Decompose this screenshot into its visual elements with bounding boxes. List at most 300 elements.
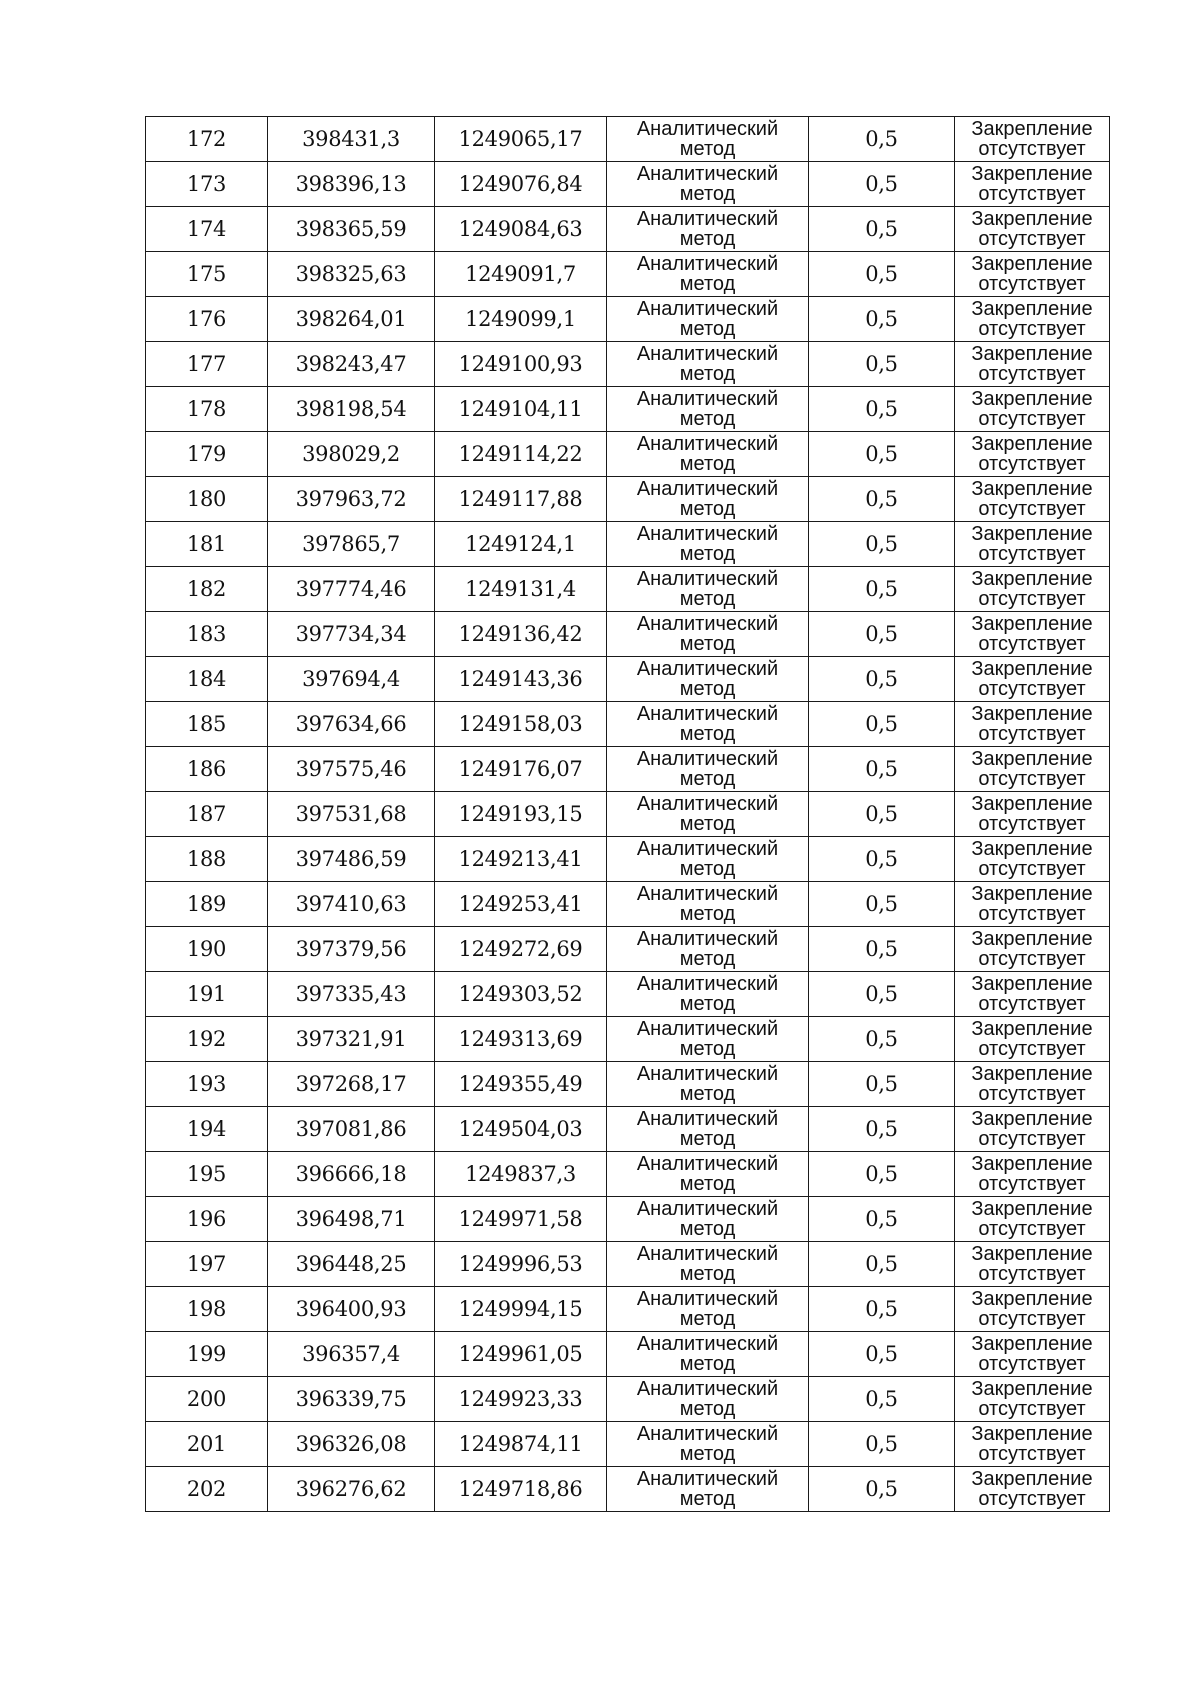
method-line-1: Аналитический (636, 883, 779, 905)
accuracy-cell: 0,5 (809, 657, 955, 702)
x-coordinate-cell: 398243,47 (268, 342, 435, 387)
fixation-cell (955, 1377, 1110, 1422)
method-line-2: метод (679, 993, 736, 1015)
method-line-2: метод (679, 723, 736, 745)
method-line-2: метод (679, 588, 736, 610)
accuracy-cell: 0,5 (809, 252, 955, 297)
table-row (146, 1377, 1110, 1422)
fixation-cell (955, 1062, 1110, 1107)
y-coordinate-cell: 1249272,69 (435, 927, 607, 972)
method-line-2: метод (679, 1488, 736, 1510)
y-coordinate-cell: 1249971,58 (435, 1197, 607, 1242)
x-coordinate-cell: 397410,63 (268, 882, 435, 927)
method-cell (607, 432, 809, 477)
x-coordinate-cell: 398325,63 (268, 252, 435, 297)
x-coordinate-cell: 397694,4 (268, 657, 435, 702)
fixation-cell (955, 1332, 1110, 1377)
table-row (146, 117, 1110, 162)
fixation-line-2: отсутствует (978, 273, 1086, 295)
fixation-line-1: Закрепление (971, 523, 1093, 545)
accuracy-cell: 0,5 (809, 1422, 955, 1467)
table-row (146, 972, 1110, 1017)
fixation-line-1: Закрепление (971, 1468, 1093, 1490)
table-row (146, 702, 1110, 747)
table-row (146, 477, 1110, 522)
method-line-2: метод (679, 228, 736, 250)
method-line-1: Аналитический (636, 478, 779, 500)
method-line-2: метод (679, 1173, 736, 1195)
accuracy-cell: 0,5 (809, 387, 955, 432)
fixation-line-2: отсутствует (978, 633, 1086, 655)
x-coordinate-cell: 397335,43 (268, 972, 435, 1017)
method-line-1: Аналитический (636, 208, 779, 230)
fixation-line-2: отсутствует (978, 408, 1086, 430)
method-line-2: метод (679, 183, 736, 205)
point-number-cell: 189 (146, 882, 268, 927)
fixation-line-1: Закрепление (971, 208, 1093, 230)
fixation-line-2: отсутствует (978, 1173, 1086, 1195)
table-row (146, 162, 1110, 207)
x-coordinate-cell: 396357,4 (268, 1332, 435, 1377)
table-row (146, 432, 1110, 477)
method-cell (607, 252, 809, 297)
fixation-cell (955, 1107, 1110, 1152)
method-cell (607, 1467, 809, 1512)
accuracy-cell: 0,5 (809, 882, 955, 927)
fixation-line-2: отсутствует (978, 1038, 1086, 1060)
method-cell (607, 342, 809, 387)
table-row (146, 1467, 1110, 1512)
method-line-1: Аналитический (636, 1063, 779, 1085)
fixation-cell (955, 387, 1110, 432)
fixation-line-2: отсутствует (978, 1308, 1086, 1330)
method-line-2: метод (679, 858, 736, 880)
method-line-2: метод (679, 1353, 736, 1375)
fixation-line-2: отсутствует (978, 1128, 1086, 1150)
x-coordinate-cell: 397486,59 (268, 837, 435, 882)
fixation-cell (955, 927, 1110, 972)
point-number-cell: 202 (146, 1467, 268, 1512)
table-row (146, 747, 1110, 792)
y-coordinate-cell: 1249961,05 (435, 1332, 607, 1377)
fixation-cell (955, 162, 1110, 207)
fixation-line-1: Закрепление (971, 388, 1093, 410)
fixation-line-1: Закрепление (971, 658, 1093, 680)
point-number-cell: 195 (146, 1152, 268, 1197)
table-row (146, 612, 1110, 657)
accuracy-cell: 0,5 (809, 477, 955, 522)
method-line-1: Аналитический (636, 523, 779, 545)
method-line-2: метод (679, 318, 736, 340)
point-number-cell: 193 (146, 1062, 268, 1107)
fixation-cell (955, 837, 1110, 882)
coordinates-table-body (146, 117, 1110, 1512)
fixation-cell (955, 1287, 1110, 1332)
fixation-line-1: Закрепление (971, 883, 1093, 905)
fixation-line-1: Закрепление (971, 613, 1093, 635)
fixation-line-2: отсутствует (978, 723, 1086, 745)
method-cell (607, 1017, 809, 1062)
method-line-1: Аналитический (636, 1198, 779, 1220)
x-coordinate-cell: 396666,18 (268, 1152, 435, 1197)
fixation-cell (955, 657, 1110, 702)
fixation-line-1: Закрепление (971, 1288, 1093, 1310)
fixation-line-1: Закрепление (971, 973, 1093, 995)
fixation-line-2: отсутствует (978, 813, 1086, 835)
method-cell (607, 162, 809, 207)
point-number-cell: 177 (146, 342, 268, 387)
point-number-cell: 185 (146, 702, 268, 747)
method-cell (607, 477, 809, 522)
accuracy-cell: 0,5 (809, 1242, 955, 1287)
method-line-2: метод (679, 408, 736, 430)
point-number-cell: 186 (146, 747, 268, 792)
method-cell (607, 297, 809, 342)
y-coordinate-cell: 1249158,03 (435, 702, 607, 747)
method-line-1: Аналитический (636, 1423, 779, 1445)
method-cell (607, 792, 809, 837)
accuracy-cell: 0,5 (809, 117, 955, 162)
point-number-cell: 176 (146, 297, 268, 342)
fixation-line-2: отсутствует (978, 498, 1086, 520)
x-coordinate-cell: 398264,01 (268, 297, 435, 342)
y-coordinate-cell: 1249124,1 (435, 522, 607, 567)
accuracy-cell: 0,5 (809, 1287, 955, 1332)
accuracy-cell: 0,5 (809, 747, 955, 792)
fixation-line-1: Закрепление (971, 163, 1093, 185)
method-line-1: Аналитический (636, 1153, 779, 1175)
point-number-cell: 182 (146, 567, 268, 612)
fixation-line-1: Закрепление (971, 478, 1093, 500)
y-coordinate-cell: 1249996,53 (435, 1242, 607, 1287)
fixation-cell (955, 702, 1110, 747)
method-line-2: метод (679, 948, 736, 970)
fixation-cell (955, 972, 1110, 1017)
fixation-line-1: Закрепление (971, 748, 1093, 770)
fixation-cell (955, 207, 1110, 252)
x-coordinate-cell: 396326,08 (268, 1422, 435, 1467)
point-number-cell: 199 (146, 1332, 268, 1377)
method-cell (607, 882, 809, 927)
y-coordinate-cell: 1249099,1 (435, 297, 607, 342)
accuracy-cell: 0,5 (809, 972, 955, 1017)
method-line-1: Аналитический (636, 1243, 779, 1265)
point-number-cell: 197 (146, 1242, 268, 1287)
method-line-1: Аналитический (636, 1333, 779, 1355)
x-coordinate-cell: 397734,34 (268, 612, 435, 657)
method-line-2: метод (679, 138, 736, 160)
y-coordinate-cell: 1249065,17 (435, 117, 607, 162)
fixation-line-2: отсутствует (978, 543, 1086, 565)
fixation-line-2: отсутствует (978, 1398, 1086, 1420)
method-line-1: Аналитический (636, 1018, 779, 1040)
x-coordinate-cell: 397379,56 (268, 927, 435, 972)
fixation-line-1: Закрепление (971, 793, 1093, 815)
accuracy-cell: 0,5 (809, 1467, 955, 1512)
table-row (146, 567, 1110, 612)
y-coordinate-cell: 1249355,49 (435, 1062, 607, 1107)
x-coordinate-cell: 397774,46 (268, 567, 435, 612)
x-coordinate-cell: 397575,46 (268, 747, 435, 792)
method-cell (607, 117, 809, 162)
method-line-2: метод (679, 1308, 736, 1330)
table-row (146, 837, 1110, 882)
fixation-cell (955, 1197, 1110, 1242)
fixation-line-2: отсутствует (978, 993, 1086, 1015)
method-line-2: метод (679, 1263, 736, 1285)
fixation-line-2: отсутствует (978, 363, 1086, 385)
point-number-cell: 180 (146, 477, 268, 522)
fixation-line-2: отсутствует (978, 1488, 1086, 1510)
method-line-1: Аналитический (636, 163, 779, 185)
method-line-2: метод (679, 1083, 736, 1105)
x-coordinate-cell: 396276,62 (268, 1467, 435, 1512)
y-coordinate-cell: 1249213,41 (435, 837, 607, 882)
method-line-2: метод (679, 633, 736, 655)
fixation-line-2: отсутствует (978, 1263, 1086, 1285)
method-cell (607, 1107, 809, 1152)
accuracy-cell: 0,5 (809, 612, 955, 657)
point-number-cell: 194 (146, 1107, 268, 1152)
point-number-cell: 179 (146, 432, 268, 477)
fixation-line-2: отсутствует (978, 858, 1086, 880)
point-number-cell: 188 (146, 837, 268, 882)
fixation-cell (955, 1242, 1110, 1287)
method-cell (607, 972, 809, 1017)
fixation-line-1: Закрепление (971, 928, 1093, 950)
accuracy-cell: 0,5 (809, 927, 955, 972)
point-number-cell: 178 (146, 387, 268, 432)
fixation-cell (955, 1467, 1110, 1512)
x-coordinate-cell: 397081,86 (268, 1107, 435, 1152)
fixation-line-2: отсутствует (978, 1353, 1086, 1375)
table-row (146, 1017, 1110, 1062)
fixation-line-2: отсутствует (978, 183, 1086, 205)
y-coordinate-cell: 1249874,11 (435, 1422, 607, 1467)
x-coordinate-cell: 398365,59 (268, 207, 435, 252)
method-line-2: метод (679, 903, 736, 925)
accuracy-cell: 0,5 (809, 1062, 955, 1107)
table-row (146, 207, 1110, 252)
fixation-cell (955, 792, 1110, 837)
x-coordinate-cell: 398431,3 (268, 117, 435, 162)
table-row (146, 342, 1110, 387)
accuracy-cell: 0,5 (809, 837, 955, 882)
method-line-2: метод (679, 1398, 736, 1420)
table-row (146, 1422, 1110, 1467)
table-row (146, 1062, 1110, 1107)
method-line-2: метод (679, 498, 736, 520)
y-coordinate-cell: 1249114,22 (435, 432, 607, 477)
x-coordinate-cell: 397963,72 (268, 477, 435, 522)
fixation-line-2: отсутствует (978, 1443, 1086, 1465)
method-cell (607, 837, 809, 882)
method-line-2: метод (679, 1128, 736, 1150)
fixation-line-1: Закрепление (971, 1108, 1093, 1130)
method-cell (607, 1062, 809, 1107)
fixation-line-1: Закрепление (971, 433, 1093, 455)
method-cell (607, 702, 809, 747)
table-row (146, 927, 1110, 972)
accuracy-cell: 0,5 (809, 342, 955, 387)
method-cell (607, 1242, 809, 1287)
point-number-cell: 192 (146, 1017, 268, 1062)
x-coordinate-cell: 398198,54 (268, 387, 435, 432)
fixation-line-1: Закрепление (971, 118, 1093, 140)
fixation-cell (955, 747, 1110, 792)
method-line-1: Аналитический (636, 703, 779, 725)
method-line-1: Аналитический (636, 973, 779, 995)
method-line-2: метод (679, 543, 736, 565)
fixation-cell (955, 252, 1110, 297)
fixation-line-2: отсутствует (978, 678, 1086, 700)
method-cell (607, 387, 809, 432)
y-coordinate-cell: 1249718,86 (435, 1467, 607, 1512)
table-row (146, 1287, 1110, 1332)
fixation-line-1: Закрепление (971, 1378, 1093, 1400)
x-coordinate-cell: 397321,91 (268, 1017, 435, 1062)
accuracy-cell: 0,5 (809, 1332, 955, 1377)
table-row (146, 792, 1110, 837)
method-line-1: Аналитический (636, 568, 779, 590)
accuracy-cell: 0,5 (809, 567, 955, 612)
method-cell (607, 1197, 809, 1242)
method-line-1: Аналитический (636, 118, 779, 140)
method-cell (607, 612, 809, 657)
x-coordinate-cell: 396339,75 (268, 1377, 435, 1422)
fixation-cell (955, 567, 1110, 612)
method-line-1: Аналитический (636, 433, 779, 455)
y-coordinate-cell: 1249923,33 (435, 1377, 607, 1422)
x-coordinate-cell: 396448,25 (268, 1242, 435, 1287)
point-number-cell: 201 (146, 1422, 268, 1467)
fixation-cell (955, 1152, 1110, 1197)
x-coordinate-cell: 396400,93 (268, 1287, 435, 1332)
table-row (146, 522, 1110, 567)
y-coordinate-cell: 1249837,3 (435, 1152, 607, 1197)
point-number-cell: 200 (146, 1377, 268, 1422)
method-line-1: Аналитический (636, 343, 779, 365)
fixation-line-2: отсутствует (978, 1083, 1086, 1105)
fixation-cell (955, 477, 1110, 522)
method-cell (607, 567, 809, 612)
accuracy-cell: 0,5 (809, 1197, 955, 1242)
fixation-cell (955, 612, 1110, 657)
fixation-line-1: Закрепление (971, 1423, 1093, 1445)
accuracy-cell: 0,5 (809, 1107, 955, 1152)
y-coordinate-cell: 1249091,7 (435, 252, 607, 297)
fixation-line-1: Закрепление (971, 703, 1093, 725)
fixation-cell (955, 342, 1110, 387)
accuracy-cell: 0,5 (809, 432, 955, 477)
y-coordinate-cell: 1249253,41 (435, 882, 607, 927)
y-coordinate-cell: 1249136,42 (435, 612, 607, 657)
accuracy-cell: 0,5 (809, 702, 955, 747)
point-number-cell: 198 (146, 1287, 268, 1332)
method-line-2: метод (679, 768, 736, 790)
table-row (146, 882, 1110, 927)
table-row (146, 252, 1110, 297)
point-number-cell: 190 (146, 927, 268, 972)
method-line-1: Аналитический (636, 388, 779, 410)
method-line-1: Аналитический (636, 298, 779, 320)
fixation-line-1: Закрепление (971, 253, 1093, 275)
fixation-line-2: отсутствует (978, 138, 1086, 160)
method-cell (607, 1422, 809, 1467)
accuracy-cell: 0,5 (809, 1017, 955, 1062)
point-number-cell: 183 (146, 612, 268, 657)
x-coordinate-cell: 398396,13 (268, 162, 435, 207)
y-coordinate-cell: 1249193,15 (435, 792, 607, 837)
accuracy-cell: 0,5 (809, 1377, 955, 1422)
method-cell (607, 927, 809, 972)
y-coordinate-cell: 1249117,88 (435, 477, 607, 522)
y-coordinate-cell: 1249076,84 (435, 162, 607, 207)
fixation-line-2: отсутствует (978, 1218, 1086, 1240)
y-coordinate-cell: 1249143,36 (435, 657, 607, 702)
method-cell (607, 522, 809, 567)
fixation-line-2: отсутствует (978, 228, 1086, 250)
method-line-1: Аналитический (636, 1108, 779, 1130)
method-line-2: метод (679, 813, 736, 835)
table-row (146, 387, 1110, 432)
method-line-1: Аналитический (636, 253, 779, 275)
method-cell (607, 657, 809, 702)
point-number-cell: 191 (146, 972, 268, 1017)
fixation-line-1: Закрепление (971, 298, 1093, 320)
accuracy-cell: 0,5 (809, 297, 955, 342)
method-cell (607, 1287, 809, 1332)
fixation-cell (955, 297, 1110, 342)
y-coordinate-cell: 1249084,63 (435, 207, 607, 252)
fixation-line-1: Закрепление (971, 1243, 1093, 1265)
method-line-2: метод (679, 1443, 736, 1465)
x-coordinate-cell: 397531,68 (268, 792, 435, 837)
x-coordinate-cell: 397268,17 (268, 1062, 435, 1107)
fixation-line-1: Закрепление (971, 568, 1093, 590)
accuracy-cell: 0,5 (809, 792, 955, 837)
accuracy-cell: 0,5 (809, 162, 955, 207)
fixation-line-1: Закрепление (971, 1153, 1093, 1175)
y-coordinate-cell: 1249994,15 (435, 1287, 607, 1332)
table-row (146, 1197, 1110, 1242)
fixation-cell (955, 1422, 1110, 1467)
method-line-1: Аналитический (636, 658, 779, 680)
fixation-line-2: отсутствует (978, 318, 1086, 340)
point-number-cell: 173 (146, 162, 268, 207)
point-number-cell: 184 (146, 657, 268, 702)
method-cell (607, 207, 809, 252)
method-line-1: Аналитический (636, 1468, 779, 1490)
fixation-line-1: Закрепление (971, 1063, 1093, 1085)
fixation-cell (955, 1017, 1110, 1062)
fixation-line-2: отсутствует (978, 768, 1086, 790)
point-number-cell: 181 (146, 522, 268, 567)
y-coordinate-cell: 1249313,69 (435, 1017, 607, 1062)
x-coordinate-cell: 396498,71 (268, 1197, 435, 1242)
method-line-2: метод (679, 1038, 736, 1060)
y-coordinate-cell: 1249104,11 (435, 387, 607, 432)
table-row (146, 1152, 1110, 1197)
table-row (146, 1242, 1110, 1287)
method-line-2: метод (679, 273, 736, 295)
y-coordinate-cell: 1249504,03 (435, 1107, 607, 1152)
method-line-2: метод (679, 363, 736, 385)
method-line-1: Аналитический (636, 1288, 779, 1310)
fixation-cell (955, 432, 1110, 477)
point-number-cell: 187 (146, 792, 268, 837)
fixation-line-2: отсутствует (978, 588, 1086, 610)
